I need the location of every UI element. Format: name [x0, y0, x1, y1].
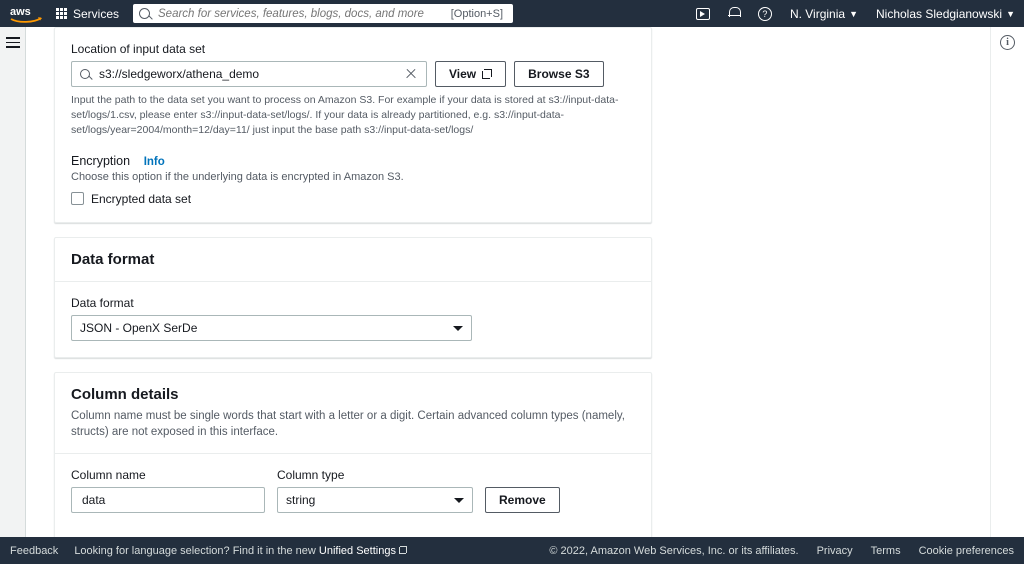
bell-icon — [728, 7, 740, 20]
chevron-down-icon: ▼ — [1006, 8, 1015, 19]
s3-path-field[interactable] — [71, 61, 427, 87]
chevron-down-icon: ▼ — [849, 8, 858, 19]
question-mark-icon: ? — [758, 7, 772, 21]
page-footer — [0, 537, 1024, 564]
column-header-row — [71, 468, 635, 487]
encryption-group — [71, 153, 635, 206]
column-type-select[interactable] — [277, 487, 473, 513]
left-sidebar-rail — [0, 27, 26, 537]
data-format-select[interactable] — [71, 315, 472, 341]
table-row — [71, 487, 635, 513]
search-input[interactable] — [156, 7, 451, 21]
data-format-body — [55, 282, 651, 357]
global-search-box[interactable] — [133, 4, 513, 23]
external-link-icon — [482, 69, 492, 79]
column-details-card — [54, 372, 652, 537]
input-location-body — [55, 28, 651, 222]
column-type-label: Column type — [277, 467, 345, 482]
remove-column-button[interactable] — [485, 487, 560, 513]
form-column — [54, 27, 652, 537]
column-name-input[interactable] — [80, 492, 256, 508]
column-type-selected-value: string — [286, 492, 316, 507]
top-nav-right-group — [687, 0, 1024, 27]
encrypted-data-set-checkbox-row[interactable] — [71, 192, 635, 206]
browse-s3-button-label: Browse S3 — [528, 67, 590, 81]
top-navigation-bar — [0, 0, 1024, 27]
feedback-link[interactable]: Feedback — [10, 544, 59, 557]
data-format-field-label: Data format — [71, 295, 134, 310]
column-details-description: Column name must be single words that start with a letter or a digit. Certain advanced column types (namely, structs) are not exposed in this interface. — [71, 409, 625, 438]
search-shortcut-hint: [Option+S] — [450, 7, 504, 20]
cloudshell-icon — [696, 8, 710, 20]
chevron-down-icon — [453, 326, 463, 331]
services-menu-button[interactable] — [46, 0, 129, 27]
notifications-button[interactable] — [719, 0, 749, 27]
view-button-label: View — [449, 67, 477, 81]
view-button[interactable] — [435, 61, 506, 87]
sidebar-toggle-button[interactable] — [6, 37, 20, 48]
copyright-text: © 2022, Amazon Web Services, Inc. or its affiliates. — [549, 544, 799, 557]
column-name-label: Column name — [71, 467, 146, 482]
main-content-area — [26, 27, 990, 537]
language-note-text: Looking for language selection? Find it in the new — [74, 544, 319, 557]
search-icon — [80, 69, 90, 79]
column-name-field[interactable] — [71, 487, 265, 513]
external-link-icon — [399, 546, 407, 554]
cloudshell-button[interactable] — [687, 0, 719, 27]
column-details-header — [55, 373, 651, 454]
cookie-preferences-link[interactable]: Cookie preferences — [918, 544, 1014, 557]
input-location-label: Location of input data set — [71, 42, 206, 56]
input-location-helper-text: Input the path to the data set you want to process on Amazon S3. For example if your data is stored at s3://input-data-set/logs/1.csv, please enter s3://input-data-set/logs/. If your data is already partitioned, e.g. s3://input-data-set/logs/year=2004/month=12/day=11/ just input the base path s3://input-data-set/logs/ — [71, 94, 619, 137]
account-label: Nicholas Sledgianowski — [876, 6, 1003, 21]
browse-s3-button[interactable] — [514, 61, 603, 87]
info-icon[interactable]: i — [1000, 35, 1015, 50]
column-details-body — [55, 454, 651, 537]
data-format-header — [55, 238, 651, 282]
privacy-link[interactable]: Privacy — [816, 544, 853, 557]
column-details-heading: Column details — [71, 385, 179, 403]
grid-icon — [56, 8, 67, 19]
terms-link[interactable]: Terms — [870, 544, 901, 557]
input-location-card — [54, 27, 652, 223]
language-selection-note — [74, 545, 407, 557]
s3-path-input[interactable] — [97, 66, 404, 82]
footer-left-group — [10, 545, 407, 557]
services-label: Services — [73, 6, 120, 21]
encrypted-data-set-checkbox[interactable] — [71, 192, 84, 205]
aws-logo-icon[interactable] — [0, 0, 46, 27]
unified-settings-link[interactable]: Unified Settings — [318, 544, 396, 557]
encrypted-data-set-label: Encrypted data set — [91, 191, 192, 206]
data-format-selected-value: JSON - OpenX SerDe — [80, 320, 198, 335]
account-menu[interactable] — [867, 0, 1024, 27]
remove-column-label: Remove — [499, 492, 546, 507]
region-label: N. Virginia — [789, 6, 846, 21]
input-location-row — [71, 61, 635, 87]
chevron-down-icon — [454, 498, 464, 503]
region-selector[interactable] — [781, 0, 867, 27]
right-help-rail — [990, 27, 1024, 537]
help-button[interactable] — [749, 0, 781, 27]
data-format-card — [54, 237, 652, 358]
encryption-info-link[interactable]: Info — [143, 155, 165, 168]
svg-text:aws: aws — [10, 5, 31, 18]
data-format-heading: Data format — [71, 250, 155, 268]
footer-right-group — [549, 545, 1014, 557]
encryption-title: Encryption — [71, 153, 131, 168]
search-icon — [139, 8, 150, 19]
encryption-description: Choose this option if the underlying data is encrypted in Amazon S3. — [71, 170, 404, 183]
clear-icon[interactable] — [404, 67, 418, 81]
